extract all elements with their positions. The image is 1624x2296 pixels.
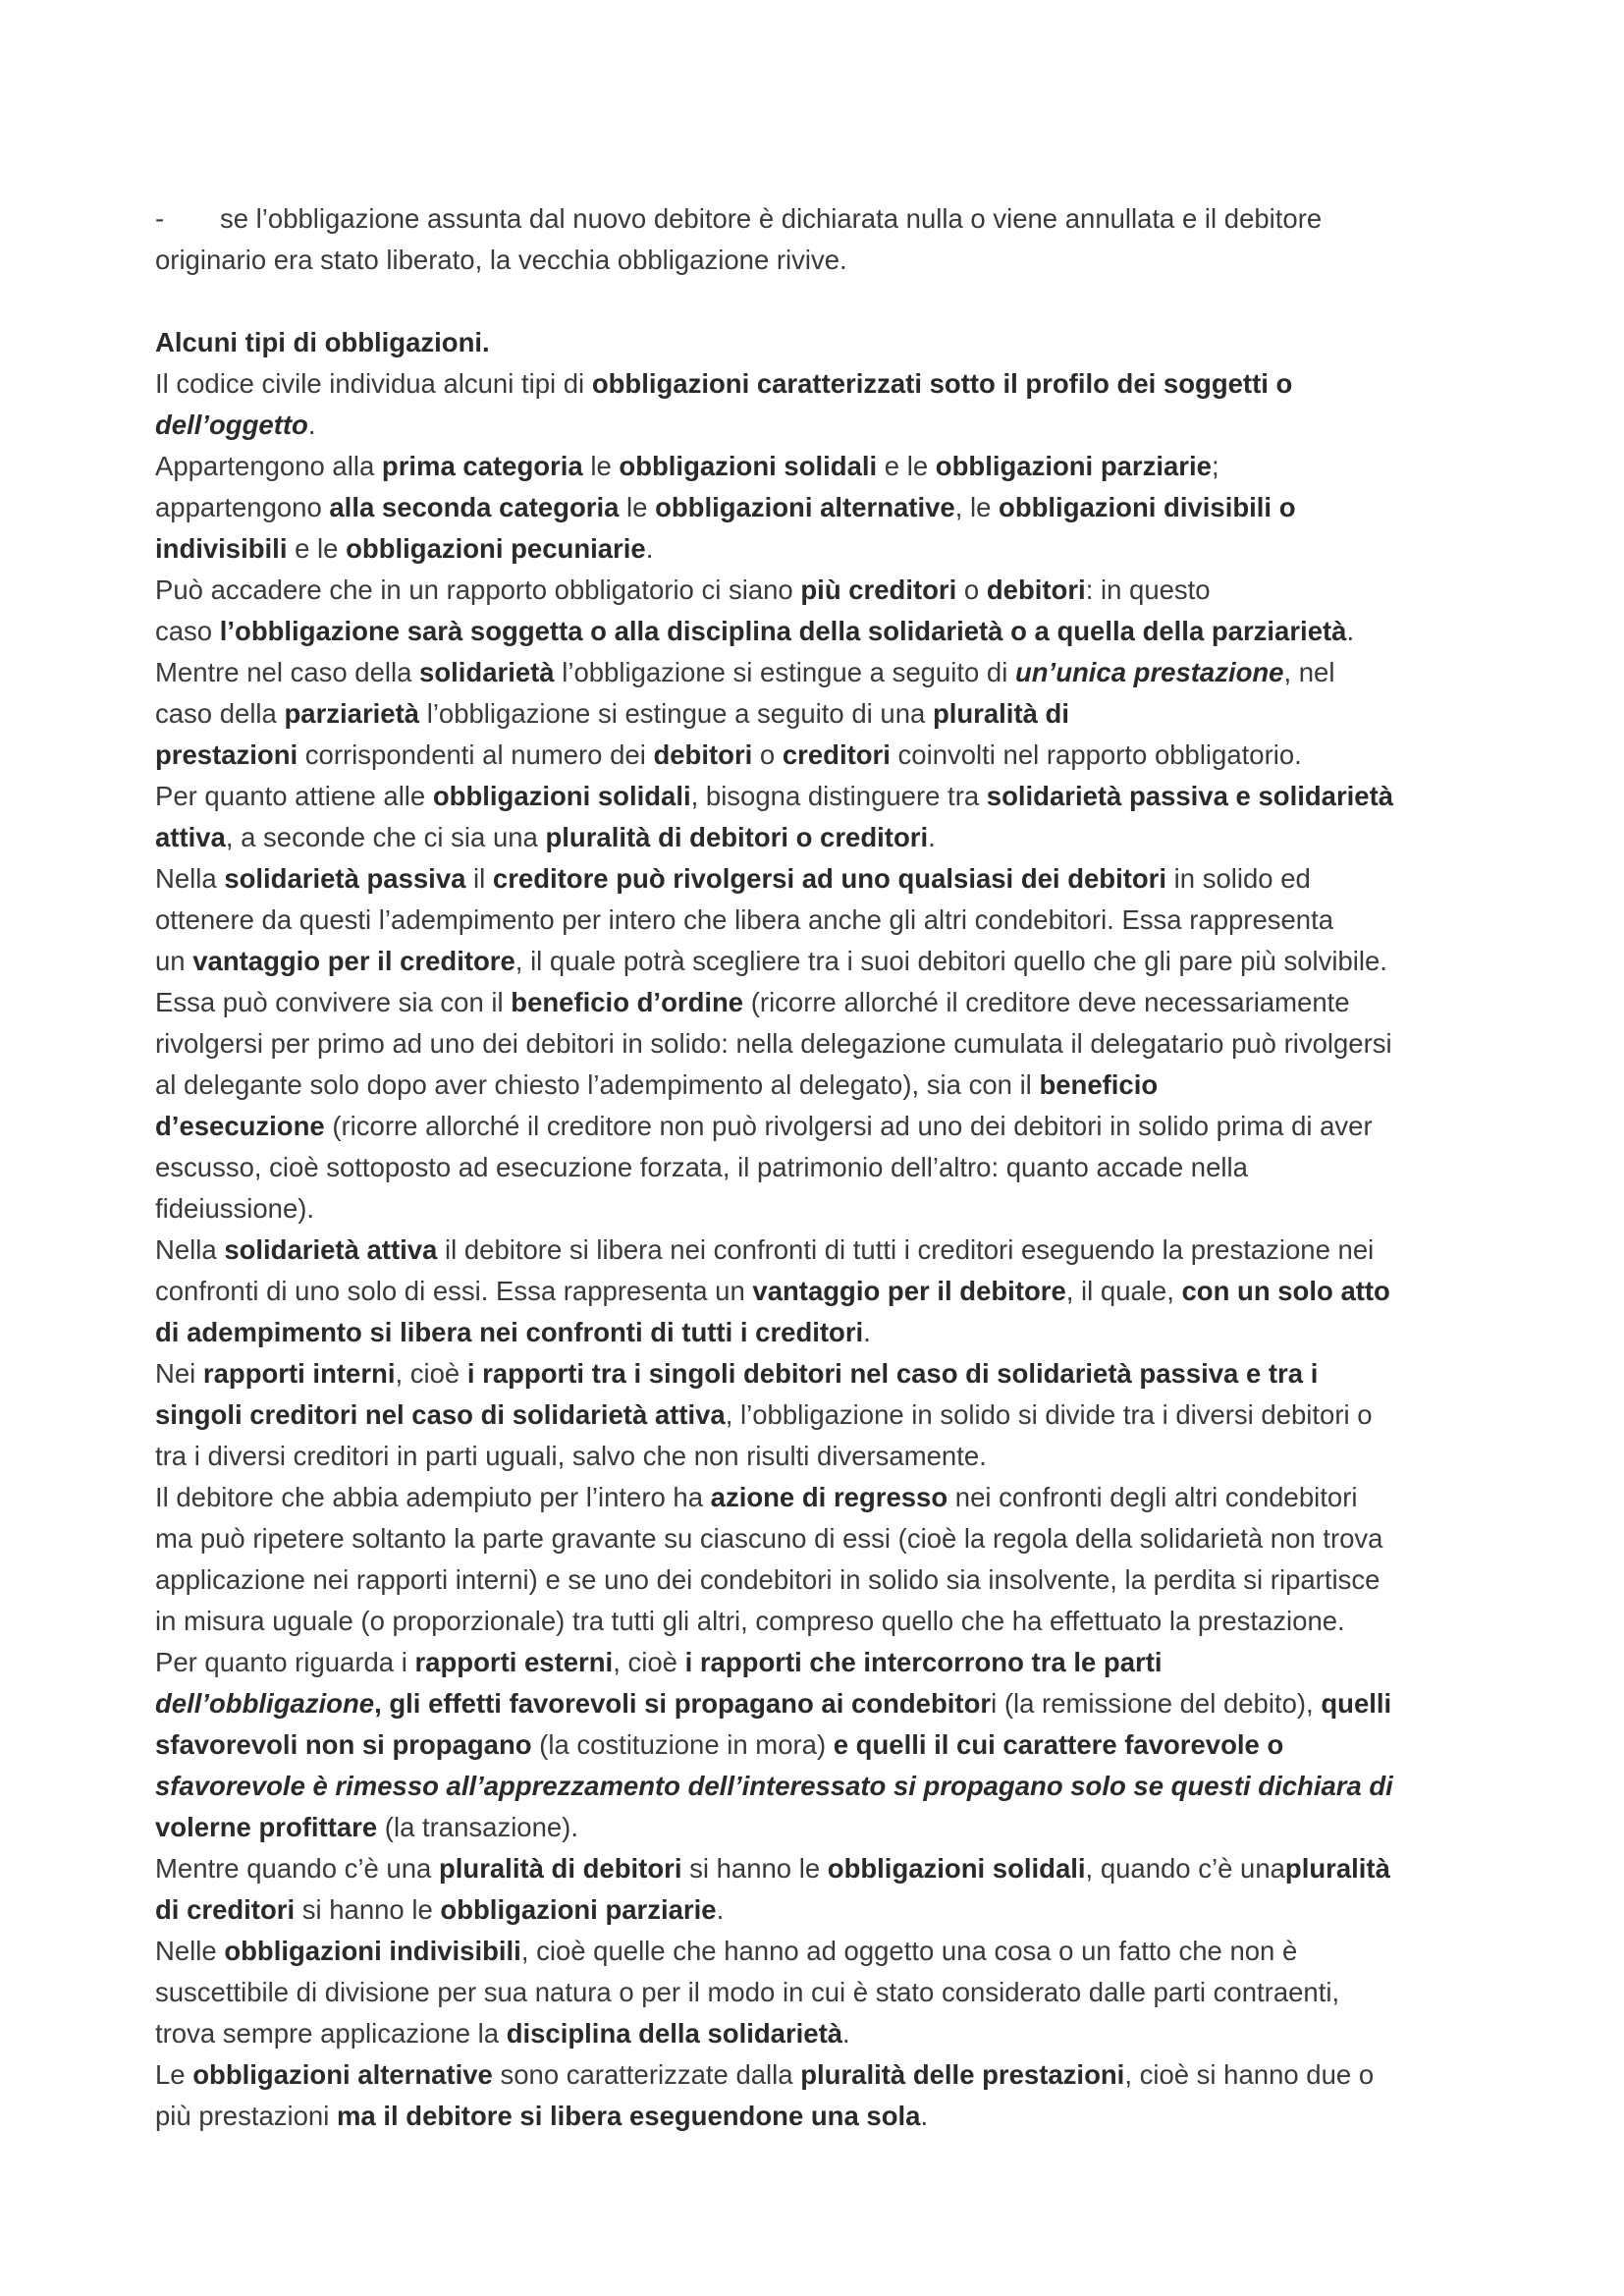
text-line	[155, 1683, 1490, 1724]
bold-text: più creditori	[800, 574, 957, 605]
bold-text: debitori	[653, 739, 753, 770]
text-segment: più prestazioni	[155, 2101, 337, 2131]
text-line	[155, 982, 1490, 1023]
bold-text: obbligazioni parziarie	[935, 451, 1212, 481]
bold-text: solidarietà	[419, 657, 555, 687]
bold-text: beneficio d’ordine	[511, 987, 744, 1017]
bold-text: ma il debitore si libera eseguendone una sola	[336, 2101, 921, 2131]
bold-text: l’obbligazione sarà soggetta o alla disciplina della solidarietà o a quella della parziarietà	[219, 616, 1347, 646]
text-line	[155, 1477, 1490, 1518]
text-segment: , quando c’è una	[1085, 1853, 1285, 1884]
list-dash: -	[155, 203, 165, 234]
bold-text: sfavorevoli non si propagano	[155, 1729, 532, 1760]
bold-text: creditori	[782, 739, 891, 770]
text-segment: l’obbligazione si estingue a seguito di una	[419, 698, 933, 729]
bold-text: solidarietà passiva	[224, 863, 466, 894]
text-segment: , cioè	[613, 1647, 685, 1677]
text-segment: , nel	[1283, 657, 1335, 687]
text-segment: Essa può convivere sia con il	[155, 987, 512, 1017]
text-segment: in solido ed	[1166, 863, 1311, 894]
bold-text: vantaggio per il debitore	[752, 1276, 1066, 1306]
bold-text: pluralità delle prestazioni	[800, 2059, 1125, 2090]
text-line	[155, 322, 1490, 363]
bold-text: con un solo atto	[1181, 1276, 1390, 1306]
text-segment: Nella	[155, 1234, 225, 1265]
text-segment: originario era stato liberato, la vecchia obbligazione rivive.	[155, 245, 847, 275]
text-segment: nei confronti degli altri condebitori	[947, 1482, 1358, 1512]
text-line	[155, 817, 1490, 858]
text-segment: rivolgersi per primo ad uno dei debitori in solido: nella delegazione cumulata il delegatario può rivolgersi	[155, 1028, 1392, 1059]
text-segment: applicazione nei rapporti interni) e se uno dei condebitori in solido sia insolvente, la perdita si ripartisce	[155, 1564, 1380, 1595]
text-line	[155, 858, 1490, 900]
text-segment: .	[842, 2018, 850, 2049]
text-segment: i (la remissione del debito),	[991, 1688, 1322, 1719]
bold-text: obbligazioni divisibili o	[999, 492, 1296, 522]
text-segment: .	[307, 410, 316, 440]
bold-text: Alcuni tipi di obbligazioni.	[155, 327, 490, 357]
text-segment: se l’obbligazione assunta dal nuovo debitore è dichiarata nulla o viene annullata e il debitore	[220, 203, 1323, 234]
text-segment: caso della	[155, 698, 285, 729]
text-line	[155, 1807, 1490, 1848]
bold-text: dell’oggetto	[155, 410, 308, 440]
bold-text: di creditori	[155, 1894, 296, 1925]
bold-text: pluralità di debitori o creditori	[545, 822, 929, 852]
bold-text: dell’obbligazione	[155, 1688, 375, 1719]
bold-text: attiva	[155, 822, 226, 852]
bold-text: , gli effetti favorevoli si propagano ai condebitor	[374, 1688, 992, 1719]
text-line	[155, 405, 1490, 446]
text-line	[155, 1559, 1490, 1601]
text-segment: , cioè quelle che hanno ad oggetto una cosa o un fatto che non è	[520, 1936, 1298, 1966]
text-line	[155, 1188, 1490, 1230]
text-segment: sono caratterizzate dalla	[492, 2059, 801, 2090]
bold-text: d’esecuzione	[155, 1111, 325, 1141]
text-segment: Nei	[155, 1358, 203, 1389]
text-segment: al delegante solo dopo aver chiesto l’adempimento al delegato), sia con il	[155, 1069, 1040, 1100]
text-line	[155, 1642, 1490, 1683]
text-line	[155, 1889, 1490, 1931]
bold-text: sfavorevole è rimesso all’apprezzamento dell’interessato si propagano solo se questi dichiara di	[155, 1771, 1393, 1801]
text-segment: (la transazione).	[377, 1812, 578, 1842]
text-line	[155, 611, 1490, 652]
text-segment: ;	[1211, 451, 1219, 481]
bold-text: obbligazioni solidali	[432, 781, 691, 811]
text-line	[155, 735, 1490, 776]
text-segment: (ricorre allorché il creditore deve necessariamente	[743, 987, 1350, 1017]
text-segment: e le	[287, 533, 347, 564]
text-segment: , a seconde che ci sia una	[225, 822, 546, 852]
text-line	[155, 1972, 1490, 2013]
bold-text: pluralità	[1284, 1853, 1390, 1884]
bold-text: di adempimento si libera nei confronti di tutti i creditori	[155, 1317, 864, 1347]
bold-text: pluralità di debitori	[438, 1853, 682, 1884]
text-line	[155, 2096, 1490, 2137]
bold-text: prima categoria	[381, 451, 583, 481]
text-line	[155, 1271, 1490, 1312]
text-line	[155, 570, 1490, 611]
bold-text: obbligazioni solidali	[619, 451, 878, 481]
blank-line	[155, 281, 1490, 322]
document-body	[155, 198, 1490, 2137]
text-line	[155, 1353, 1490, 1394]
bold-text: azione di regresso	[710, 1482, 948, 1512]
text-segment: Mentre quando c’è una	[155, 1853, 439, 1884]
text-line	[155, 198, 1490, 240]
text-line	[155, 1312, 1490, 1353]
text-line	[155, 2013, 1490, 2054]
bold-text: beneficio	[1039, 1069, 1159, 1100]
text-segment: coinvolti nel rapporto obbligatorio.	[890, 739, 1302, 770]
text-line	[155, 1931, 1490, 1972]
bold-text: un’unica prestazione	[1014, 657, 1284, 687]
text-segment: ottenere da questi l’adempimento per intero che libera anche gli altri condebitori. Essa rappresenta	[155, 904, 1334, 935]
text-segment: il	[465, 863, 493, 894]
text-segment: , bisogna distinguere tra	[690, 781, 987, 811]
bold-text: obbligazioni caratterizzati sotto il profilo dei soggetti o	[591, 368, 1293, 399]
text-segment: si hanno le	[295, 1894, 441, 1925]
text-segment: un	[155, 946, 193, 976]
text-segment: il debitore si libera nei confronti di tutti i creditori eseguendo la prestazione nei	[437, 1234, 1375, 1265]
text-segment: suscettibile di divisione per sua natura o per il modo in cui è stato considerato dalle parti contraenti,	[155, 1977, 1340, 2007]
bold-text: i rapporti tra i singoli debitori nel caso di solidarietà passiva e tra i	[466, 1358, 1319, 1389]
text-segment: .	[920, 2101, 929, 2131]
text-segment: fideiussione).	[155, 1193, 315, 1224]
text-segment: : in questo	[1085, 574, 1211, 605]
text-line	[155, 1023, 1490, 1065]
text-line	[155, 1848, 1490, 1889]
text-segment: Per quanto attiene alle	[155, 781, 433, 811]
text-segment: Il debitore che abbia adempiuto per l’intero ha	[155, 1482, 711, 1512]
bold-text: parziarietà	[284, 698, 420, 729]
text-segment: (la costituzione in mora)	[531, 1729, 834, 1760]
text-segment: Le	[155, 2059, 193, 2090]
text-segment: le	[619, 492, 656, 522]
text-line	[155, 2054, 1490, 2096]
text-segment: e le	[877, 451, 936, 481]
bold-text: alla seconda categoria	[329, 492, 620, 522]
text-line	[155, 1394, 1490, 1436]
text-line	[155, 1106, 1490, 1147]
text-line	[155, 1436, 1490, 1477]
text-segment: (ricorre allorché il creditore non può rivolgersi ad uno dei debitori in solido prima di aver	[324, 1111, 1373, 1141]
text-segment: .	[863, 1317, 871, 1347]
text-segment: , il quale potrà scegliere tra i suoi debitori quello che gli pare più solvibile.	[514, 946, 1387, 976]
text-segment: Nelle	[155, 1936, 225, 1966]
text-segment: .	[645, 533, 654, 564]
text-line	[155, 1230, 1490, 1271]
text-line	[155, 363, 1490, 405]
text-segment: , il quale,	[1065, 1276, 1182, 1306]
bold-text: quelli	[1321, 1688, 1392, 1719]
text-line	[155, 1766, 1490, 1807]
text-segment: escusso, cioè sottoposto ad esecuzione forzata, il patrimonio dell’altro: quanto accade nella	[155, 1152, 1248, 1182]
bold-text: solidarietà attiva	[224, 1234, 438, 1265]
bold-text: obbligazioni alternative	[655, 492, 955, 522]
text-line	[155, 900, 1490, 941]
bold-text: debitori	[986, 574, 1086, 605]
text-segment: .	[928, 822, 936, 852]
text-segment: confronti di uno solo di essi. Essa rappresenta un	[155, 1276, 753, 1306]
text-segment: o	[956, 574, 987, 605]
text-segment: tra i diversi creditori in parti uguali, salvo che non risulti diversamente.	[155, 1441, 987, 1471]
text-segment: .	[716, 1894, 725, 1925]
text-line	[155, 941, 1490, 982]
bold-text: singoli creditori nel caso di solidarietà attiva	[155, 1399, 726, 1430]
text-segment: o	[752, 739, 783, 770]
text-segment: Il codice civile individua alcuni tipi di	[155, 368, 592, 399]
bold-text: volerne profittare	[155, 1812, 378, 1842]
bold-text: rapporti esterni	[414, 1647, 614, 1677]
bold-text: rapporti interni	[202, 1358, 396, 1389]
text-segment: , l’obbligazione in solido si divide tra i diversi debitori o	[725, 1399, 1373, 1430]
text-segment: in misura uguale (o proporzionale) tra tutti gli altri, compreso quello che ha effettuato la prestazione.	[155, 1606, 1345, 1636]
bold-text: pluralità di	[932, 698, 1069, 729]
bold-text: prestazioni	[155, 739, 298, 770]
text-segment: Appartengono alla	[155, 451, 382, 481]
bold-text: i rapporti che intercorrono tra le parti	[684, 1647, 1163, 1677]
text-segment: corrispondenti al numero dei	[298, 739, 654, 770]
text-line	[155, 528, 1490, 570]
bold-text: creditore può rivolgersi ad uno qualsiasi dei debitori	[492, 863, 1167, 894]
bold-text: e quelli il cui carattere favorevole o	[833, 1729, 1284, 1760]
bold-text: obbligazioni alternative	[192, 2059, 493, 2090]
text-segment: Può accadere che in un rapporto obbligatorio ci siano	[155, 574, 801, 605]
text-segment: Per quanto riguarda i	[155, 1647, 415, 1677]
text-segment: .	[1346, 616, 1355, 646]
text-segment: si hanno le	[681, 1853, 828, 1884]
bold-text: solidarietà passiva e solidarietà	[986, 781, 1394, 811]
text-line	[155, 1147, 1490, 1188]
text-line	[155, 487, 1490, 528]
text-segment: l’obbligazione si estingue a seguito di	[554, 657, 1015, 687]
text-segment: Nella	[155, 863, 225, 894]
text-segment: ma può ripetere soltanto la parte gravante su ciascuno di essi (cioè la regola della solidarietà non trova	[155, 1523, 1383, 1554]
text-segment: , cioè	[395, 1358, 467, 1389]
text-segment: Mentre nel caso della	[155, 657, 420, 687]
bold-text: obbligazioni parziarie	[440, 1894, 717, 1925]
bold-text: obbligazioni indivisibili	[224, 1936, 521, 1966]
text-line	[155, 446, 1490, 487]
text-segment: caso	[155, 616, 220, 646]
bold-text: vantaggio per il creditore	[192, 946, 515, 976]
text-line	[155, 1518, 1490, 1559]
text-line	[155, 1065, 1490, 1106]
bold-text: obbligazioni pecuniarie	[346, 533, 646, 564]
text-segment: , le	[954, 492, 1000, 522]
text-line	[155, 652, 1490, 693]
text-line	[155, 240, 1490, 281]
bold-text: indivisibili	[155, 533, 288, 564]
text-segment: le	[582, 451, 620, 481]
text-segment: trova sempre applicazione la	[155, 2018, 507, 2049]
bold-text: obbligazioni solidali	[827, 1853, 1086, 1884]
text-line	[155, 1724, 1490, 1766]
text-line	[155, 693, 1490, 735]
text-line	[155, 1601, 1490, 1642]
text-segment: appartengono	[155, 492, 330, 522]
text-line	[155, 776, 1490, 817]
text-segment: , cioè si hanno due o	[1124, 2059, 1375, 2090]
bold-text: disciplina della solidarietà	[506, 2018, 843, 2049]
